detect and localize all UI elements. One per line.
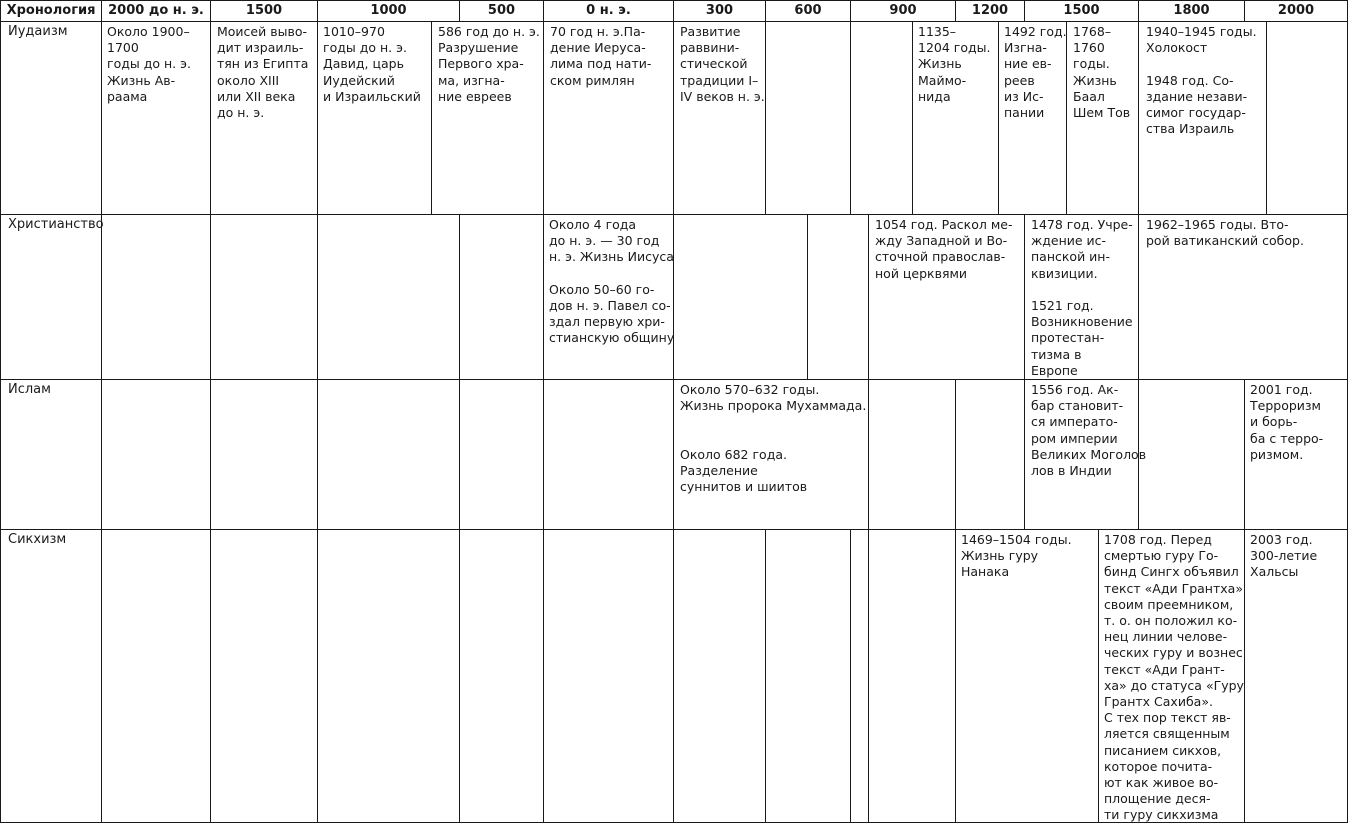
row2-divider <box>459 214 460 380</box>
row1-divider <box>1266 21 1267 215</box>
header-period: 1200 <box>971 3 1009 18</box>
event-cell: Около 570–632 годы. Жизнь пророка Мухаммада. Около 682 года. Разделение суннитов и шиитов <box>680 382 867 495</box>
row1-divider <box>673 21 674 215</box>
row4-divider <box>850 529 851 823</box>
row2-divider <box>101 214 102 380</box>
row2-divider <box>543 214 544 380</box>
event-cell: 70 год н. э.Па- дение Иеруса- лима под нати- ском римлян <box>550 24 652 88</box>
row4-divider <box>868 529 869 823</box>
header-period: 2000 <box>1277 3 1315 18</box>
header-label: Хронология <box>6 3 96 18</box>
row1-divider <box>101 21 102 215</box>
event-cell: 2003 год. 300-летие Хальсы <box>1250 532 1318 580</box>
event-cell: 1054 год. Раскол ме- жду Западной и Во- сточной православ- ной церквями <box>875 217 1013 281</box>
event-cell: 1010–970 годы до н. э. Давид, царь Иудейский и Израильский <box>323 24 421 104</box>
row1-divider <box>998 21 999 215</box>
rule-row-2 <box>0 379 1348 380</box>
row2-divider <box>317 214 318 380</box>
event-cell: Около 1900– 1700 годы до н. э. Жизнь Ав- раама <box>107 24 191 104</box>
row1-divider <box>543 21 544 215</box>
row4-divider <box>210 529 211 823</box>
rule-row-3 <box>0 529 1348 530</box>
row1-divider <box>431 21 432 215</box>
row2-divider <box>1138 214 1139 380</box>
header-period: 1500 <box>1063 3 1100 18</box>
row2-divider <box>868 214 869 380</box>
row3-divider <box>459 379 460 530</box>
row1-divider <box>210 21 211 215</box>
row1-divider <box>317 21 318 215</box>
event-cell: 2001 год. Терроризм и борь- ба с терро- ризмом. <box>1250 382 1324 462</box>
header-period: 0 н. э. <box>586 3 631 18</box>
row3-divider <box>1244 379 1245 530</box>
row4-divider <box>101 529 102 823</box>
row4-divider <box>459 529 460 823</box>
event-cell: 1492 год. Изгна- ние ев- реев из Ис- пании <box>1004 24 1067 121</box>
event-cell: 1135– 1204 годы. Жизнь Маймо- нида <box>918 24 991 104</box>
event-cell: 1940–1945 годы. Холокост 1948 год. Со- здание незави- симог государ- ства Израиль <box>1146 24 1257 137</box>
row3-divider <box>101 379 102 530</box>
row-label-judaism: Иудаизм <box>8 24 68 39</box>
row1-divider <box>850 21 851 215</box>
header-period: 600 <box>794 3 822 18</box>
event-cell: 1556 год. Ак- бар становит- ся императо- ром империи Великих Моголов лов в Индии <box>1031 382 1147 479</box>
row1-divider <box>765 21 766 215</box>
row3-divider <box>955 379 956 530</box>
row2-divider <box>807 214 808 380</box>
row4-divider <box>955 529 956 823</box>
header-period: 1800 <box>1173 3 1210 18</box>
row3-divider <box>673 379 674 530</box>
header-period: 500 <box>487 3 516 18</box>
row3-divider <box>543 379 544 530</box>
row1-divider <box>1138 21 1139 215</box>
row4-divider <box>1098 529 1099 823</box>
event-cell: 1469–1504 годы. Жизнь гуру Нанака <box>961 532 1072 580</box>
row-label-christianity: Христианство <box>8 217 104 232</box>
row-label-islam: Ислам <box>8 382 51 397</box>
event-cell: Около 4 года до н. э. — 30 год н. э. Жизнь Иисуса Около 50–60 го- дов н. э. Павел со- здал первую хри- стианскую общину <box>549 217 675 346</box>
event-cell: 586 год до н. э. Разрушение Первого хра- ма, изгна- ние евреев <box>438 24 540 104</box>
row3-divider <box>317 379 318 530</box>
row4-divider <box>1244 529 1245 823</box>
row4-divider <box>543 529 544 823</box>
row2-divider <box>210 214 211 380</box>
event-cell: 1768– 1760 годы. Жизнь Баал Шем Тов <box>1073 24 1131 121</box>
header-period: 300 <box>705 3 734 18</box>
event-cell: 1708 год. Перед смертью гуру Го- бинд Сингх объявил текст «Ади Грантха» своим преемником, т. о. он положил ко- нец линии челове- ческих гуру и вознес текст «Ади Грант- ха» до статуса «Гуру Грантх Сахиба». С тех пор текст яв- ляется священным писанием сикхов, которое почита- ют как живое во- площение деся- ти гуру сикхизма <box>1104 532 1244 823</box>
row2-divider <box>1024 214 1025 380</box>
row4-divider <box>765 529 766 823</box>
rule-left <box>0 0 1 823</box>
header-period: 1000 <box>370 3 407 18</box>
row3-divider <box>1024 379 1025 530</box>
event-cell: Развитие раввини- стической традиции I– IV веков н. э. <box>680 24 765 104</box>
header-period: 2000 до н. э. <box>108 3 204 18</box>
row1-divider <box>912 21 913 215</box>
row3-divider <box>868 379 869 530</box>
header-period: 900 <box>889 3 917 18</box>
header-period: 1500 <box>245 3 283 18</box>
event-cell: 1478 год. Учре- ждение ис- панской ин- квизиции. 1521 год. Возникновение протестан- тизма в Европе <box>1031 217 1133 378</box>
row-label-sikhism: Сикхизм <box>8 532 67 547</box>
event-cell: 1962–1965 годы. Вто- рой ватиканский собор. <box>1146 217 1304 249</box>
row4-divider <box>317 529 318 823</box>
rule-header-bottom <box>0 21 1348 22</box>
rule-row-1 <box>0 214 1348 215</box>
row3-divider <box>210 379 211 530</box>
row4-divider <box>673 529 674 823</box>
event-cell: Моисей выво- дит израиль- тян из Египта около XIII или XII века до н. э. <box>217 24 309 121</box>
